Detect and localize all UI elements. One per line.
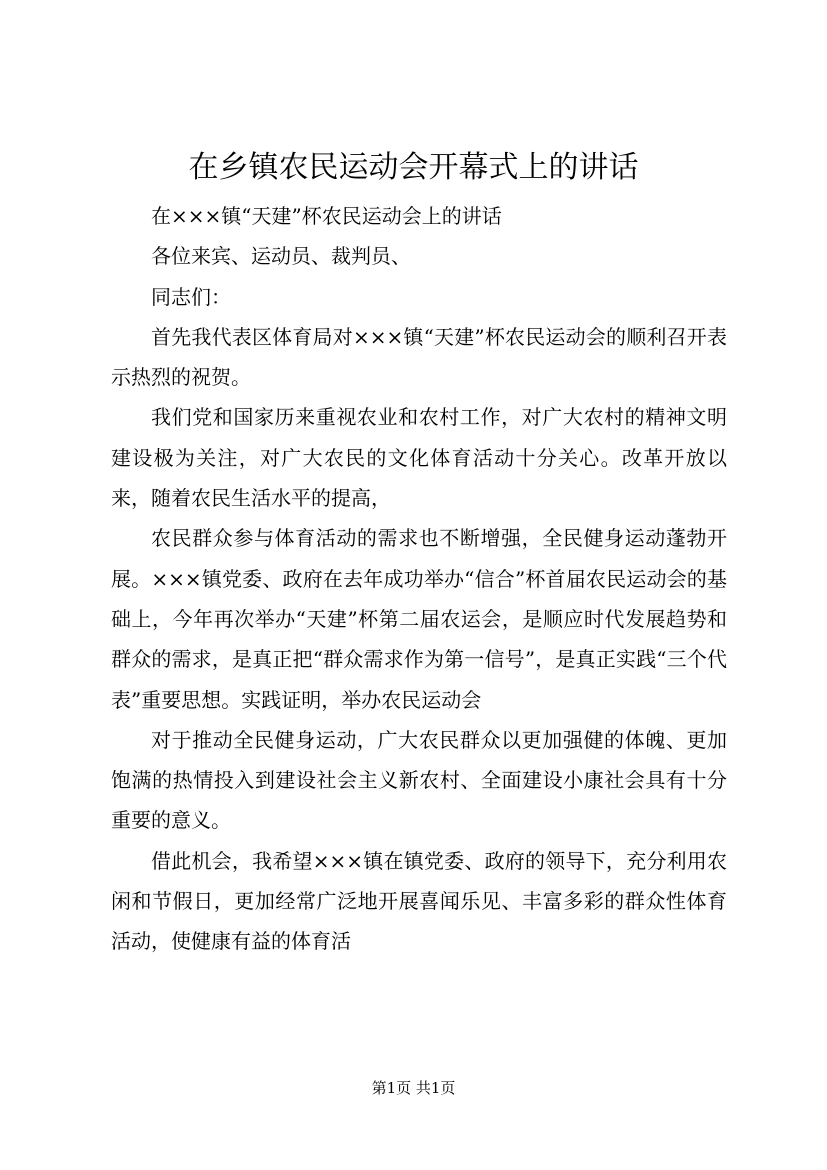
paragraph-salutation: 各位来宾、运动员、裁判员、 xyxy=(151,244,411,269)
document-body xyxy=(111,196,727,962)
paragraph-subtitle: 在×××镇“天建”杯农民运动会上的讲话 xyxy=(151,204,502,228)
paragraph-salutation-comrades: 同志们： xyxy=(151,284,231,309)
paragraph-significance: 对于推动全民健身运动，广大农民群众以更加强健的体魄、更加饱满的热情投入到建设社会主义新农村、全面建设小康社会具有十分重要的意义。 xyxy=(111,727,727,833)
paragraph-background: 我们党和国家历来重视农业和农村工作，对广大农村的精神文明建设极为关注，对广大农民的文化体育活动十分关心。改革开放以来，随着农民生活水平的提高， xyxy=(111,405,727,511)
paragraph-demand: 农民群众参与体育活动的需求也不断增强，全民健身运动蓬勃开展。×××镇党委、政府在去年成功举办“信合”杯首届农民运动会的基础上，今年再次举办“天建”杯第二届农运会，是顺应时代发展趋势和群众的需求，是真正把“群众需求作为第一信号”，是真正实践“三个代表”重要思想。实践证明，举办农民运动会 xyxy=(111,526,727,712)
paragraph-hope: 借此机会，我希望×××镇在镇党委、政府的领导下，充分利用农闲和节假日，更加经常广泛地开展喜闻乐见、丰富多彩的群众性体育活动，使健康有益的体育活 xyxy=(111,848,727,954)
document-title: 在乡镇农民运动会开幕式上的讲话 xyxy=(188,150,639,185)
page-number-footer: 第1页 共1页 xyxy=(371,1079,456,1097)
paragraph-congratulation: 首先我代表区体育局对×××镇“天建”杯农民运动会的顺利召开表示热烈的祝贺。 xyxy=(111,324,727,390)
